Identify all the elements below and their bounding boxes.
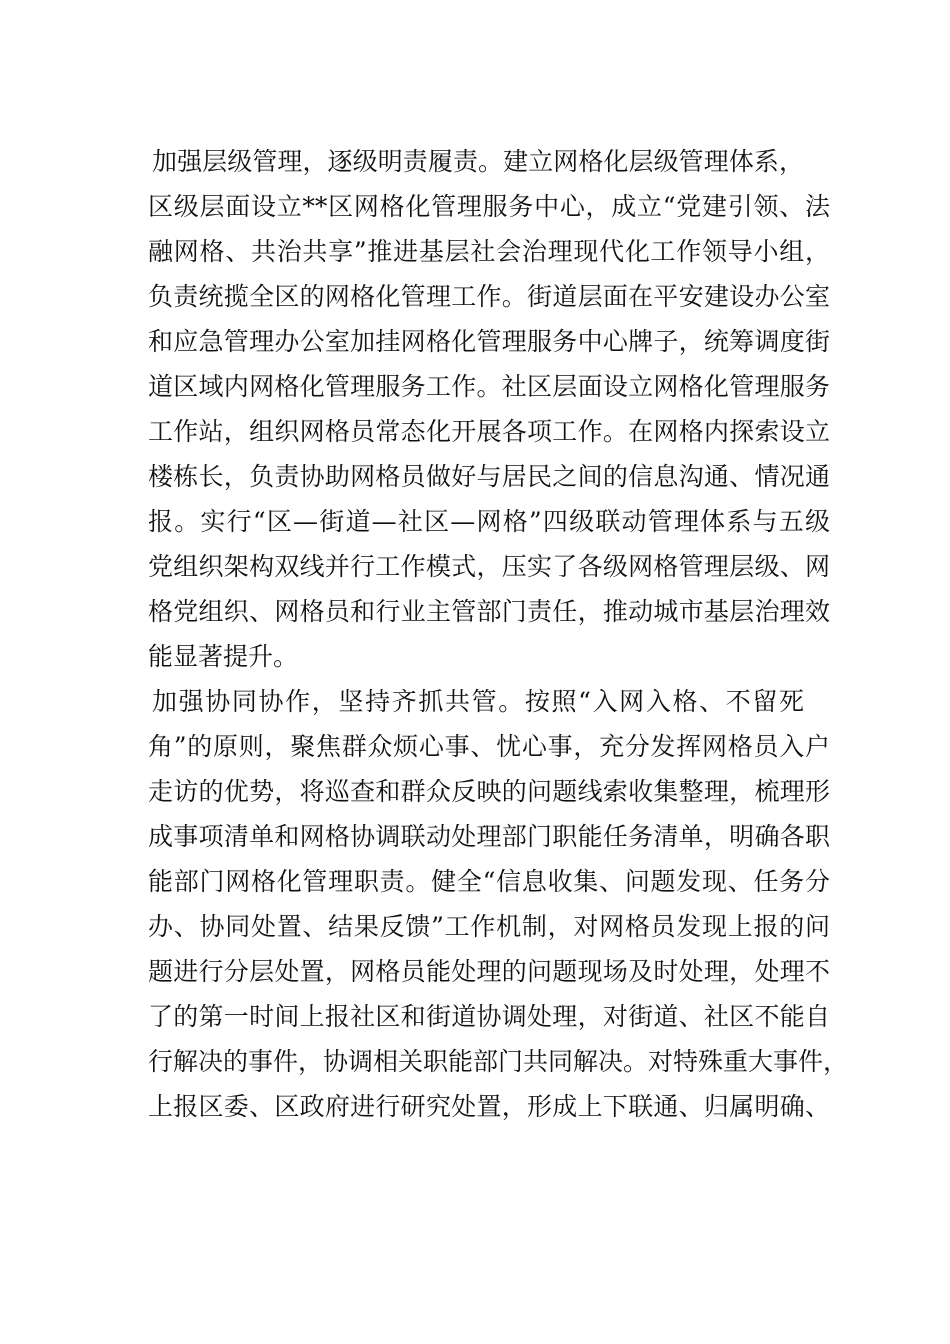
paragraph-1-line-2: 区级层面设立**区网格化管理服务中心，成立“党建引领、法 xyxy=(148,192,830,221)
paragraph-2-line-3: 走访的优势，将巡查和群众反映的问题线索收集整理，梳理形 xyxy=(148,777,830,806)
paragraph-1-line-7: 工作站，组织网格员常态化开展各项工作。在网格内探索设立 xyxy=(148,417,830,446)
paragraph-2-line-2: 角”的原则，聚焦群众烦心事、忧心事，充分发挥网格员入户 xyxy=(148,732,830,761)
paragraph-2-line-1: 加强协同协作，坚持齐抓共管。按照“入网入格、不留死 xyxy=(152,687,804,716)
paragraph-1-line-3: 融网格、共治共享”推进基层社会治理现代化工作领导小组， xyxy=(148,237,830,266)
paragraph-2-line-7: 题进行分层处置，网格员能处理的问题现场及时处理，处理不 xyxy=(148,957,830,986)
paragraph-2-line-5: 能部门网格化管理职责。健全“信息收集、问题发现、任务分 xyxy=(148,867,830,896)
paragraph-2-line-4: 成事项清单和网格协调联动处理部门职能任务清单，明确各职 xyxy=(148,822,830,851)
paragraph-1-line-12: 能显著提升。 xyxy=(148,642,299,671)
paragraph-1-line-1: 加强层级管理，逐级明责履责。建立网格化层级管理体系， xyxy=(152,147,804,176)
paragraph-1-line-9: 报。实行“区—街道—社区—网格”四级联动管理体系与五级 xyxy=(148,507,830,536)
paragraph-1-line-8: 楼栋长，负责协助网格员做好与居民之间的信息沟通、情况通 xyxy=(148,462,830,491)
paragraph-1-line-10: 党组织架构双线并行工作模式，压实了各级网格管理层级、网 xyxy=(148,552,830,581)
paragraph-1-line-11: 格党组织、网格员和行业主管部门责任，推动城市基层治理效 xyxy=(148,597,830,626)
paragraph-1-line-5: 和应急管理办公室加挂网格化管理服务中心牌子，统筹调度街 xyxy=(148,327,830,356)
paragraph-2-line-6: 办、协同处置、结果反馈”工作机制，对网格员发现上报的问 xyxy=(148,912,830,941)
paragraph-2-line-9: 行解决的事件，协调相关职能部门共同解决。对特殊重大事件， xyxy=(148,1047,849,1076)
paragraph-1-line-4: 负责统揽全区的网格化管理工作。街道层面在平安建设办公室 xyxy=(148,282,830,311)
paragraph-2-line-10: 上报区委、区政府进行研究处置，形成上下联通、归属明确、 xyxy=(148,1092,830,1121)
paragraph-1-line-6: 道区域内网格化管理服务工作。社区层面设立网格化管理服务 xyxy=(148,372,830,401)
paragraph-2-line-8: 了的第一时间上报社区和街道协调处理，对街道、社区不能自 xyxy=(148,1002,830,1031)
